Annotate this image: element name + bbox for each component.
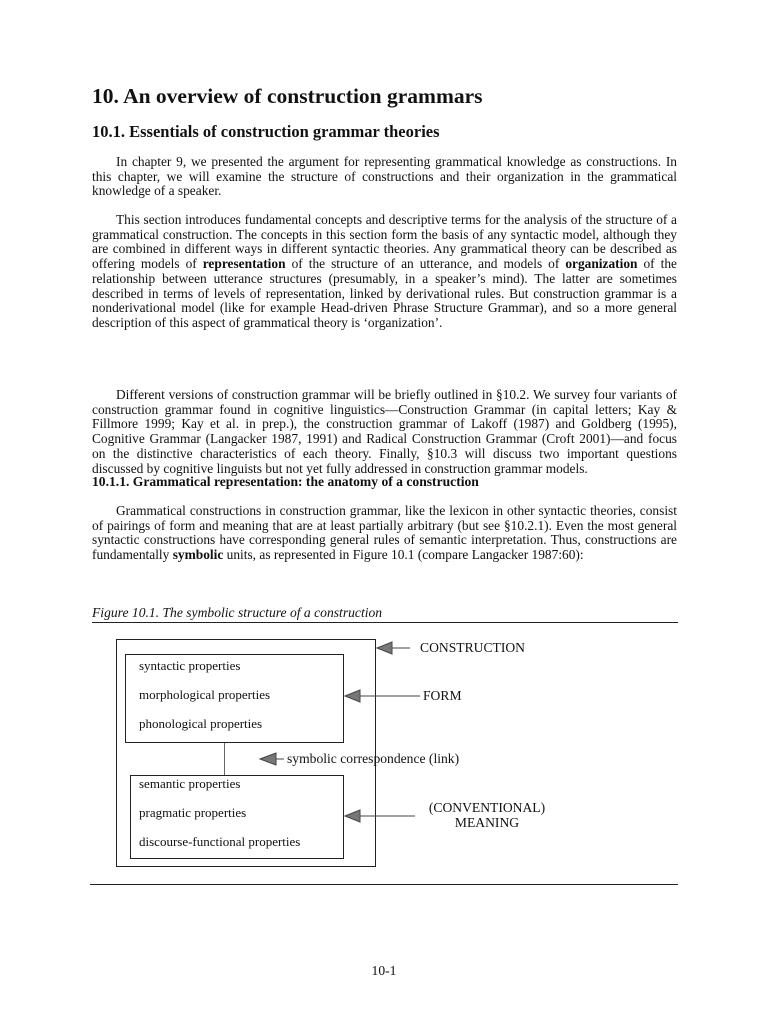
form-property: phonological properties: [139, 716, 263, 731]
link-arrow-head: [260, 753, 276, 765]
meaning-label-line-2: MEANING: [454, 815, 520, 830]
meaning-property: semantic properties: [139, 776, 241, 791]
term-symbolic: symbolic: [172, 547, 224, 563]
paragraph-intro: In chapter 9, we presented the argument for representing grammatical knowledge as constructions. In this chapter, we will examine the structure of constructions and their organization in the grammatical knowledge of a speaker.: [92, 154, 677, 199]
chapter-title: 10. An overview of construction grammars: [92, 84, 483, 108]
figure-caption: Figure 10.1. The symbolic structure of a construction: [92, 605, 383, 620]
paragraph-anatomy-text-1: Grammatical constructions in construction grammar, like the lexicon in other syntactic theories, consist of pairings of form and meaning that are at least partially arbitrary (but see §10.2.1). Even the most general syntactic constructions have corresponding general rules of semantic interpretation. Thus, constructions are fundamentally: [92, 503, 677, 563]
meaning-label: [412, 800, 562, 830]
term-representation: representation: [202, 256, 286, 272]
figure-bottom-rule: [90, 884, 678, 885]
construction-arrow-head: [377, 642, 392, 654]
term-organization: organization: [565, 256, 638, 272]
subsection-title: 10.1.1. Grammatical representation: the anatomy of a construction: [92, 474, 479, 489]
form-arrow-head: [345, 690, 360, 702]
paragraph-concepts-text-1: This section introduces fundamental concepts and descriptive terms for the analysis of the structure of a grammatical construction. The concepts in this section form the basis of any syntactic model, although they are combined in different ways in different syntactic theories. Any grammatical theory can be described as offering models of: [92, 212, 677, 272]
paragraph-versions: Different versions of construction grammar will be briefly outlined in §10.2. We survey four variants of construction grammar found in cognitive linguistics—Construction Grammar (in capital letters; Kay & Fillmore 1999; Kay et al. in prep.), the construction grammar of Lakoff (1987) and Goldberg (1995), Cognitive Grammar (Langacker 1987, 1991) and Radical Construction Grammar (Croft 2001)—and focus on the distinctive characteristics of each theory. Finally, §10.3 will discuss two important questions discussed by cognitive linguists but not yet fully addressed in construction grammar models.: [92, 387, 677, 476]
form-property: morphological properties: [139, 687, 271, 702]
meaning-label-line-1: (CONVENTIONAL): [428, 800, 546, 815]
section-title: 10.1. Essentials of construction grammar theories: [92, 122, 440, 141]
meaning-property: discourse-functional properties: [139, 834, 301, 849]
meaning-property: pragmatic properties: [139, 805, 247, 820]
paragraph-anatomy-text-2: units, as represented in Figure 10.1 (compare Langacker 1987:60):: [223, 547, 584, 563]
link-label: symbolic correspondence (link): [287, 751, 460, 766]
meaning-arrow-head: [345, 810, 360, 822]
form-label: FORM: [423, 688, 462, 703]
paragraph-concepts-text-2: of the structure of an utterance, and models of: [285, 256, 566, 272]
form-property: syntactic properties: [139, 658, 241, 673]
page-number: 10-1: [371, 963, 397, 978]
construction-label: CONSTRUCTION: [420, 640, 525, 655]
paragraph-concepts-text-3: of the relationship between utterance structures (presumably, in a speaker’s mind). The latter are sometimes described in terms of levels of representation, linked by derivational rules. But construction grammar is a nonderivational model (like for example Head-driven Phrase Structure Grammar), and so a more general description of this aspect of grammatical theory is ‘organization’.: [92, 256, 677, 330]
